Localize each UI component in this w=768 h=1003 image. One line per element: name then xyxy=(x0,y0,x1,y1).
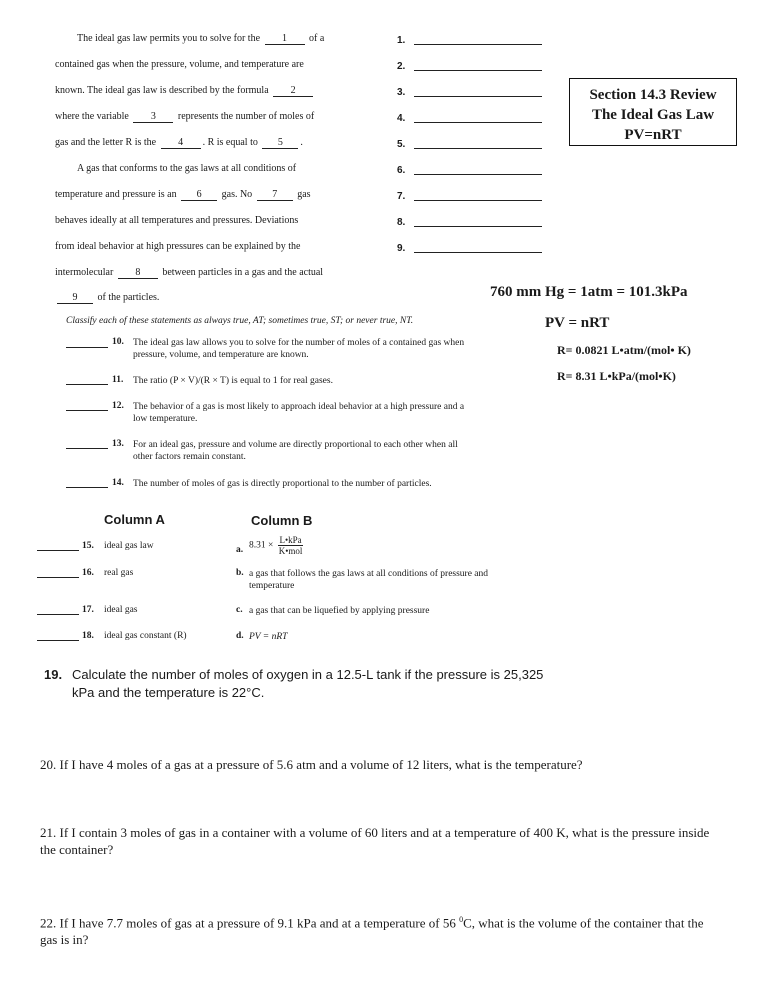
answer-line[interactable] xyxy=(66,487,108,488)
cloze-blank-1: 1 xyxy=(265,34,305,45)
cloze-text: gas. No xyxy=(221,189,253,200)
item-number: 14. xyxy=(112,478,124,488)
statement-text: The behavior of a gas is most likely to approach ideal behavior at a high pressure and a low temperature. xyxy=(133,402,465,424)
item-number: 11. xyxy=(112,375,124,385)
question-22 xyxy=(40,911,720,948)
answer-line[interactable] xyxy=(66,347,108,348)
cloze-blank-3: 3 xyxy=(133,112,173,123)
cloze-blank-6: 6 xyxy=(181,190,217,201)
option-text: PV = nRT xyxy=(249,632,288,642)
answer-line[interactable] xyxy=(414,226,542,227)
cloze-line-4 xyxy=(55,111,314,123)
answer-line[interactable] xyxy=(66,384,108,385)
cloze-line-10 xyxy=(55,267,323,279)
cloze-line-11 xyxy=(55,292,159,304)
statement-text: For an ideal gas, pressure and volume are directly proportional to each other when all other factors remain constant. xyxy=(133,440,458,462)
cloze-text: gas xyxy=(297,189,311,200)
term-text: real gas xyxy=(104,568,134,578)
option-letter: c. xyxy=(236,605,243,615)
statement-text: The ideal gas law allows you to solve for the number of moles of a contained gas when pressure, volume, and temperature are known. xyxy=(133,338,465,360)
answer-number: 2. xyxy=(397,61,406,72)
answer-number: 8. xyxy=(397,217,406,228)
answer-line[interactable] xyxy=(37,550,79,551)
item-number: 18. xyxy=(82,631,94,641)
cloze-text: The ideal gas law permits you to solve for the xyxy=(77,33,261,44)
cloze-text: . xyxy=(300,137,303,148)
cloze-text: between particles in a gas and the actual xyxy=(162,267,324,278)
option-letter: a. xyxy=(236,545,244,555)
answer-line[interactable] xyxy=(37,614,79,615)
term-text: ideal gas xyxy=(104,605,138,615)
pressure-conversion: 760 mm Hg = 1atm = 101.3kPa xyxy=(490,284,688,300)
ideal-gas-law-formula: PV = nRT xyxy=(545,315,610,331)
item-number: 12. xyxy=(112,401,124,411)
answer-number: 3. xyxy=(397,87,406,98)
cloze-line-3 xyxy=(55,85,315,97)
unit-fraction xyxy=(278,535,304,556)
answer-line[interactable] xyxy=(37,640,79,641)
answer-line[interactable] xyxy=(414,174,542,175)
cloze-text: where the variable xyxy=(55,111,129,122)
degree-superscript: 0 xyxy=(459,915,464,924)
statement-text: The number of moles of gas is directly proportional to the number of particles. xyxy=(133,479,432,489)
cloze-blank-2: 2 xyxy=(273,86,313,97)
item-number: 15. xyxy=(82,541,94,551)
cloze-text: of the particles. xyxy=(97,292,160,303)
answer-line[interactable] xyxy=(414,70,542,71)
gas-constant-atm: R= 0.0821 L•atm/(mol• K) xyxy=(557,343,691,357)
question-text: C, what is the volume of the container that the gas is in? xyxy=(40,915,704,948)
cloze-line-2: contained gas when the pressure, volume, and temperature are xyxy=(55,59,304,70)
cloze-text: known. The ideal gas law is described by the formula xyxy=(55,85,269,96)
option-text: a gas that can be liquefied by applying pressure xyxy=(249,606,430,616)
statement-text: The ratio (P × V)/(R × T) is equal to 1 for real gases. xyxy=(133,376,333,386)
classify-instruction: Classify each of these statements as always true, AT; sometimes true, ST; or never true, NT. xyxy=(66,316,414,326)
option-letter: d. xyxy=(236,631,244,641)
answer-line[interactable] xyxy=(37,577,79,578)
cloze-text: . R is equal to xyxy=(202,137,258,148)
answer-number: 1. xyxy=(397,35,406,46)
cloze-blank-7: 7 xyxy=(257,190,293,201)
answer-number: 7. xyxy=(397,191,406,202)
answer-line[interactable] xyxy=(66,448,108,449)
answer-line[interactable] xyxy=(414,200,542,201)
review-title: Section 14.3 Review xyxy=(589,87,717,103)
fraction-denominator: K•mol xyxy=(278,546,303,556)
option-text: 8.31 × xyxy=(249,540,274,551)
question-text: 22. If I have 7.7 moles of gas at a pressure of 9.1 kPa and at a temperature of 56 xyxy=(40,915,460,931)
column-a-heading: Column A xyxy=(104,512,165,527)
option-text xyxy=(249,535,489,556)
cloze-text: intermolecular xyxy=(55,267,114,278)
option-letter: b. xyxy=(236,568,244,578)
cloze-blank-8: 8 xyxy=(118,268,158,279)
cloze-text: represents the number of moles of xyxy=(177,111,315,122)
question-21: 21. If I contain 3 moles of gas in a container with a volume of 60 liters and at a temperature of 400 K, what is the pressure inside the container? xyxy=(40,825,710,857)
term-text: ideal gas constant (R) xyxy=(104,631,187,641)
item-number: 16. xyxy=(82,568,94,578)
answer-number: 4. xyxy=(397,113,406,124)
answer-line[interactable] xyxy=(66,410,108,411)
cloze-blank-9: 9 xyxy=(57,293,93,304)
answer-line[interactable] xyxy=(414,122,542,123)
review-formula: PV=nRT xyxy=(624,127,682,143)
term-text: ideal gas law xyxy=(104,541,154,551)
fraction-numerator: L•kPa xyxy=(279,535,302,545)
cloze-line-9: from ideal behavior at high pressures can be explained by the xyxy=(55,241,301,252)
gas-constant-kpa: R= 8.31 L•kPa/(mol•K) xyxy=(557,369,676,383)
item-number: 13. xyxy=(112,439,124,449)
cloze-line-1 xyxy=(77,33,324,45)
cloze-text: temperature and pressure is an xyxy=(55,189,177,200)
question-19 xyxy=(44,666,544,700)
cloze-line-5 xyxy=(55,137,303,149)
answer-line[interactable] xyxy=(414,252,542,253)
question-20: 20. If I have 4 moles of a gas at a pressure of 5.6 atm and a volume of 12 liters, what is the temperature? xyxy=(40,757,583,772)
cloze-line-7 xyxy=(55,189,311,201)
cloze-blank-5: 5 xyxy=(262,138,298,149)
item-number: 10. xyxy=(112,337,124,347)
question-text: Calculate the number of moles of oxygen in a 12.5-L tank if the pressure is 25,325 kPa and the temperature is 22°C. xyxy=(72,667,544,700)
cloze-text: gas and the letter R is the xyxy=(55,137,157,148)
section-review-box xyxy=(569,78,737,146)
column-b-heading: Column B xyxy=(251,513,313,528)
answer-line[interactable] xyxy=(414,44,542,45)
answer-number: 6. xyxy=(397,165,406,176)
review-subtitle: The Ideal Gas Law xyxy=(591,107,715,123)
cloze-line-8: behaves ideally at all temperatures and pressures. Deviations xyxy=(55,215,299,226)
option-text: a gas that follows the gas laws at all conditions of pressure and temperature xyxy=(249,569,489,591)
answer-line[interactable] xyxy=(414,96,542,97)
cloze-text: of a xyxy=(309,33,325,44)
answer-number: 5. xyxy=(397,139,406,150)
answer-line[interactable] xyxy=(414,148,542,149)
question-number: 19. xyxy=(44,667,63,682)
item-number: 17. xyxy=(82,605,94,615)
answer-number: 9. xyxy=(397,243,406,254)
cloze-line-6: A gas that conforms to the gas laws at all conditions of xyxy=(77,163,297,174)
cloze-blank-4: 4 xyxy=(161,138,201,149)
